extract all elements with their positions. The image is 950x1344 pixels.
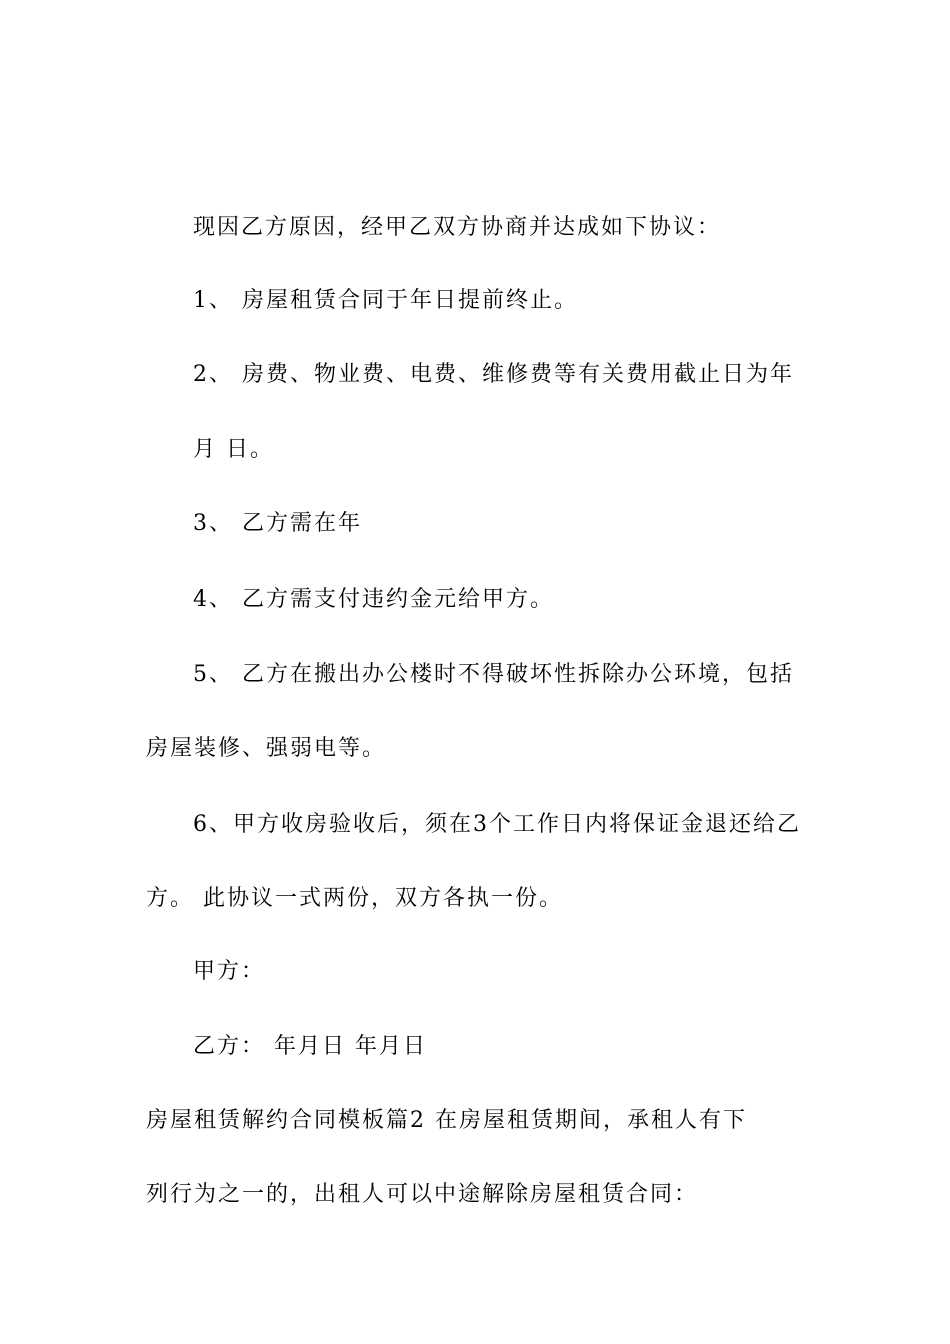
clause-6-continuation: 方。 此协议一式两份，双方各执一份。 (146, 886, 563, 911)
clause-5-continuation: 房屋装修、强弱电等。 (146, 736, 387, 761)
clause-2-continuation: 月 日。 (193, 437, 274, 462)
template-2-heading-line: 房屋租赁解约合同模板篇2 在房屋租赁期间，承租人有下 (146, 1108, 747, 1133)
party-b-signature-line: 乙方： 年月日 年月日 (193, 1034, 427, 1059)
clause-5-line: 5、 乙方在搬出办公楼时不得破坏性拆除办公环境，包括 (193, 662, 794, 687)
clause-6-line: 6、甲方收房验收后，须在3个工作日内将保证金退还给乙 (193, 812, 801, 837)
agreement-intro-line: 现因乙方原因，经甲乙双方协商并达成如下协议： (193, 215, 722, 240)
template-2-continuation: 列行为之一的，出租人可以中途解除房屋租赁合同： (146, 1182, 699, 1207)
clause-4-line: 4、 乙方需支付违约金元给甲方。 (193, 587, 554, 612)
clause-1-line: 1、 房屋租赁合同于年日提前终止。 (193, 288, 578, 313)
clause-2-line: 2、 房费、物业费、电费、维修费等有关费用截止日为年 (193, 362, 794, 387)
clause-3-line: 3、 乙方需在年 (193, 511, 362, 536)
party-a-signature-line: 甲方： (193, 959, 266, 984)
